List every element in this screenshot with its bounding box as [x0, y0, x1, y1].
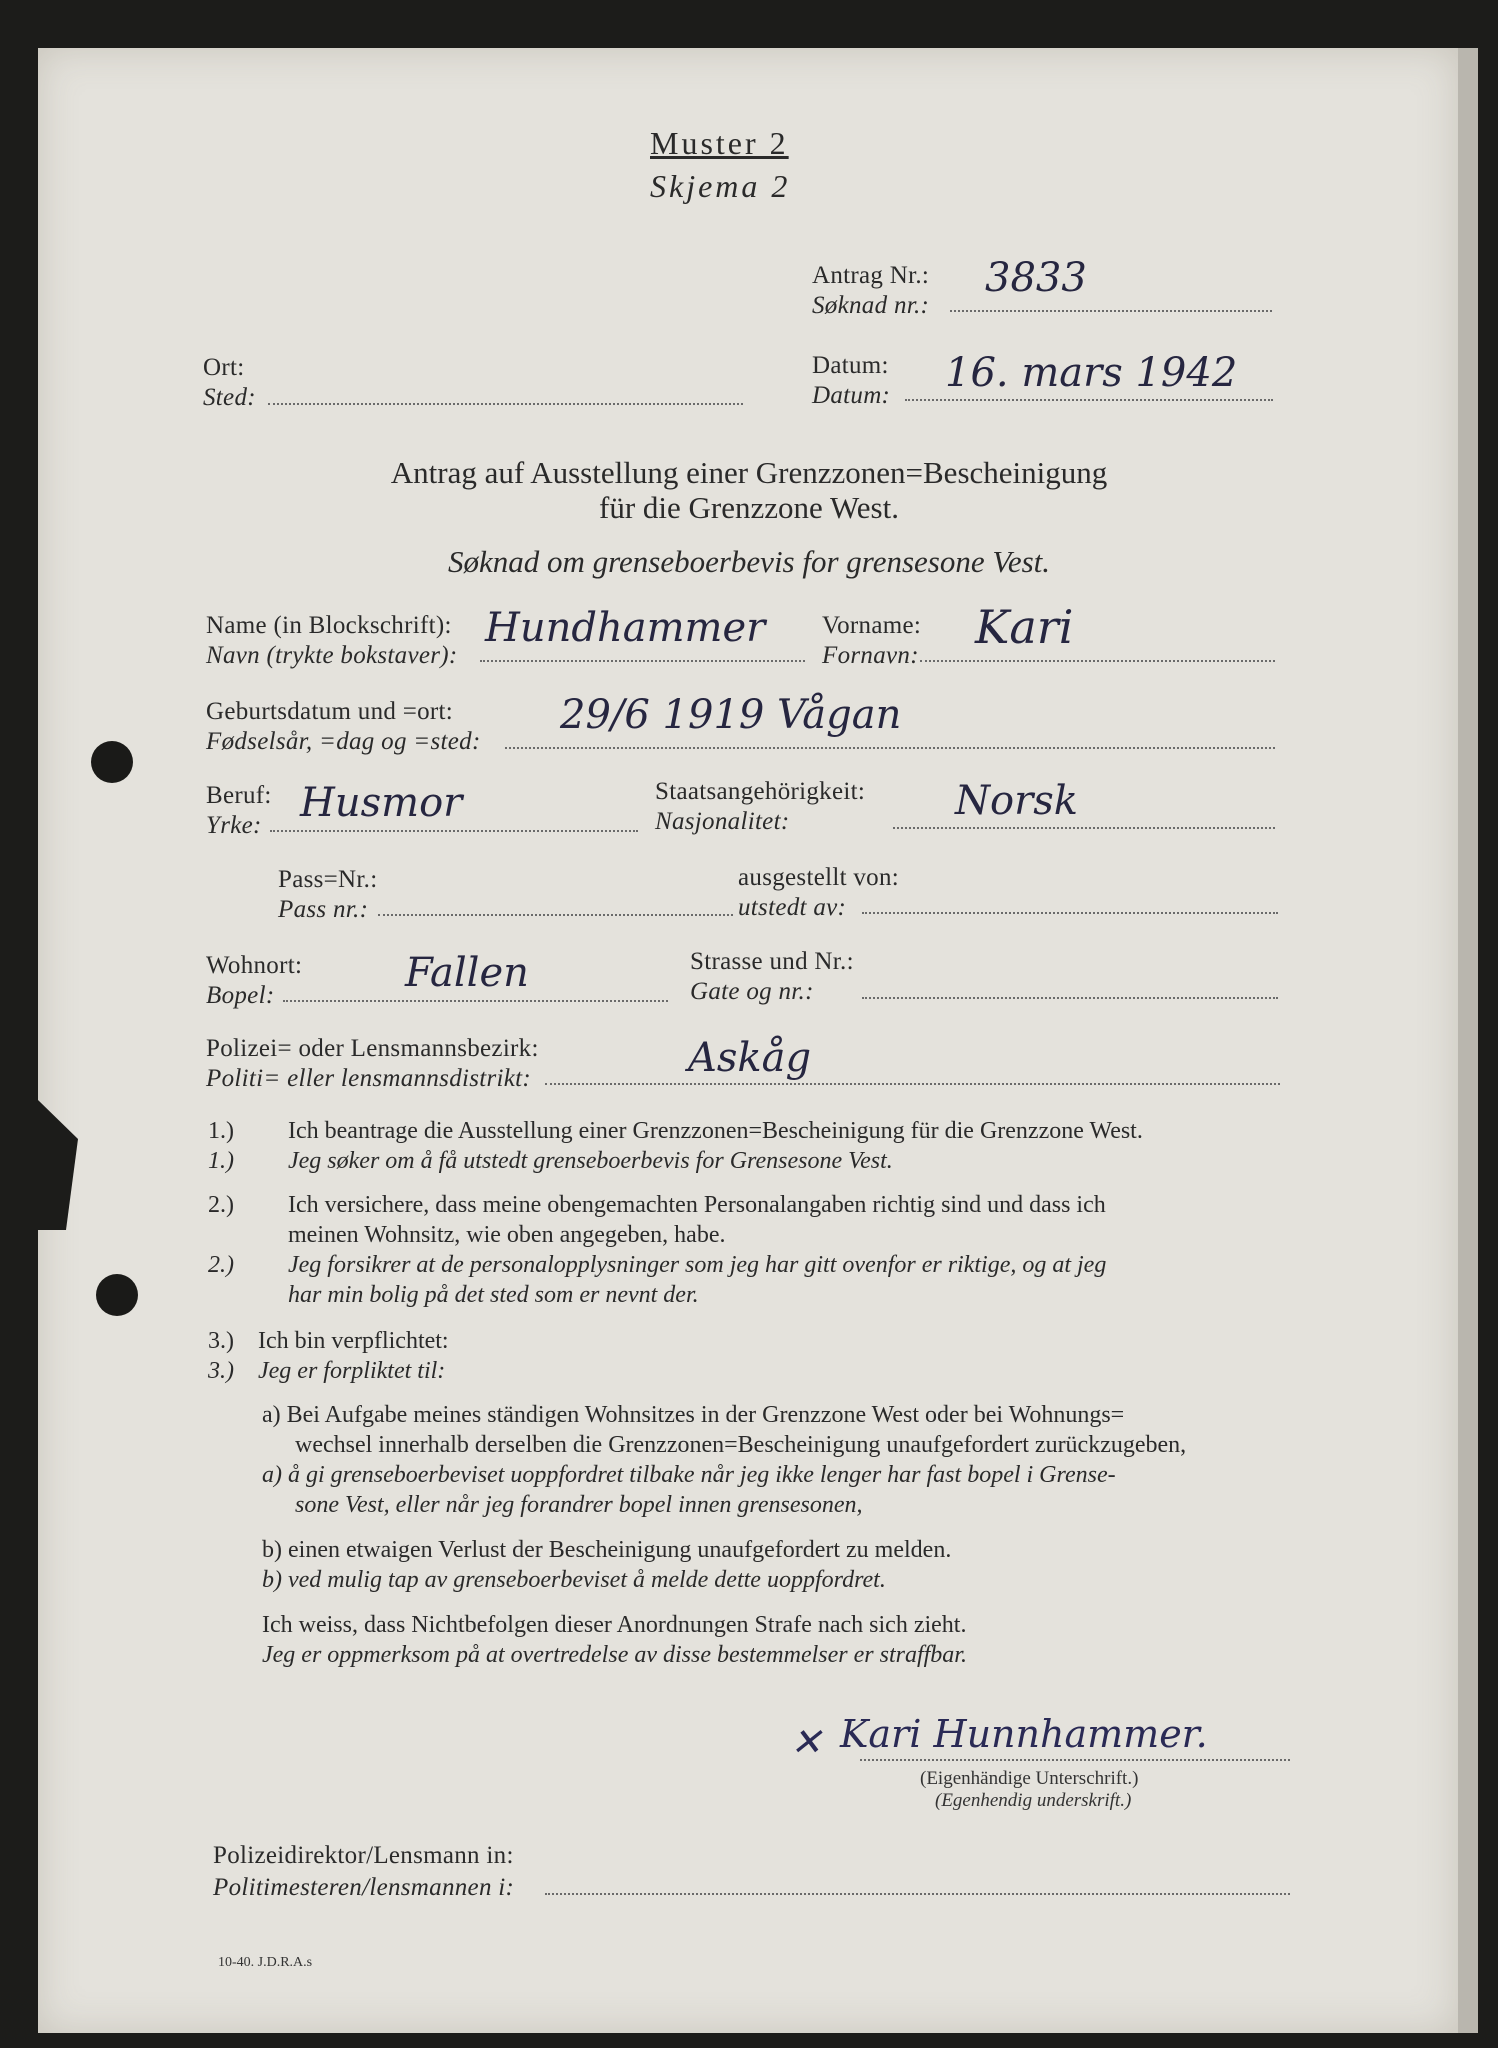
polizeidirektor-line — [545, 1893, 1290, 1895]
datum-label-de: Datum: — [812, 352, 889, 379]
signature-line — [860, 1759, 1290, 1761]
beruf-label-no: Yrke: — [206, 812, 262, 839]
signature-value: Kari Hunnhammer. — [840, 1712, 1208, 1756]
wohnort-value: Fallen — [405, 950, 529, 996]
antrag-label-no: Søknad nr.: — [812, 292, 930, 319]
title-de-line2: für die Grenzzone West. — [599, 490, 899, 525]
antrag-line — [950, 310, 1272, 312]
antrag-number-value: 3833 — [985, 255, 1087, 301]
vorname-label-de: Vorname: — [822, 612, 922, 639]
form-number-no: Skjema 2 — [650, 168, 791, 204]
clause-1-no: Jeg søker om å få utstedt grenseboerbevis for Grensesone Vest. — [288, 1148, 893, 1174]
name-label-de: Name (in Blockschrift): — [206, 612, 452, 639]
polizei-line — [545, 1083, 1280, 1085]
clause-3-no: Jeg er forpliktet til: — [258, 1358, 446, 1384]
datum-line — [905, 399, 1273, 401]
geburt-label-no: Fødselsår, =dag og =sted: — [206, 728, 481, 755]
clause-2-de-2: meinen Wohnsitz, wie oben angegeben, habe. — [288, 1222, 726, 1248]
datum-label-no: Datum: — [812, 382, 891, 409]
geburt-line — [505, 747, 1275, 749]
polizei-label-de: Polizei= oder Lensmannsbezirk: — [206, 1035, 539, 1062]
punch-hole-bottom — [96, 1274, 138, 1316]
form-number-de: Muster 2 — [650, 125, 789, 161]
clause-2-de-1: Ich versichere, dass meine obengemachten Personalangaben richtig sind und dass ich — [288, 1192, 1106, 1218]
name-line — [480, 660, 805, 662]
staat-line — [893, 827, 1275, 829]
geburt-label-de: Geburtsdatum und =ort: — [206, 698, 454, 725]
print-code: 10-40. J.D.R.A.s — [218, 1955, 313, 1970]
beruf-value: Husmor — [300, 780, 463, 826]
ort-line — [268, 403, 743, 405]
ausgestellt-line — [862, 912, 1278, 914]
punch-hole-top — [91, 741, 133, 783]
title-no: Søknad om grenseboerbevis for grensesone Vest. — [447, 544, 1051, 579]
signature-label-de: (Eigenhändige Unterschrift.) — [920, 1768, 1139, 1789]
wohnort-label-no: Bopel: — [206, 982, 275, 1009]
paper-edge — [1458, 48, 1478, 2033]
polizei-value: Askåg — [688, 1035, 812, 1081]
ort-label-no: Sted: — [203, 384, 256, 411]
title-de-line1: Antrag auf Ausstellung einer Grenzzonen=Bescheinigung — [390, 455, 1108, 490]
clause-a-no-1: a) å gi grenseboerbeviset uoppfordret tilbake når jeg ikke lenger har fast bopel i Grense- — [262, 1462, 1116, 1488]
geburt-value: 29/6 1919 Vågan — [560, 692, 902, 738]
vorname-label-no: Fornavn: — [822, 642, 919, 669]
polizeidirektor-label-no: Politimesteren/lensmannen i: — [213, 1874, 515, 1901]
clause-3-number-de: 3.) — [208, 1328, 234, 1354]
clause-b-de: b) einen etwaigen Verlust der Bescheinigung unaufgefordert zu melden. — [262, 1537, 952, 1563]
strasse-label-de: Strasse und Nr.: — [690, 948, 854, 975]
name-label-no: Navn (trykte bokstaver): — [206, 642, 458, 669]
signature-cross: ✕ — [790, 1720, 822, 1764]
wohnort-line — [283, 1000, 668, 1002]
polizeidirektor-label-de: Polizeidirektor/Lensmann in: — [213, 1842, 514, 1869]
staat-label-de: Staatsangehörigkeit: — [655, 778, 866, 805]
antrag-label-de: Antrag Nr.: — [812, 262, 930, 289]
clause-2-no-1: Jeg forsikrer at de personalopplysninger som jeg har gitt ovenfor er riktige, og at jeg — [288, 1252, 1107, 1278]
ausgestellt-label-de: ausgestellt von: — [738, 864, 900, 891]
ort-label-de: Ort: — [203, 354, 245, 381]
beruf-line — [270, 830, 638, 832]
clause-a-de-1: a) Bei Aufgabe meines ständigen Wohnsitzes in der Grenzzone West oder bei Wohnungs= — [262, 1402, 1125, 1428]
clause-1-de: Ich beantrage die Ausstellung einer Grenzzonen=Bescheinigung für die Grenzzone West. — [288, 1118, 1143, 1144]
strafe-no: Jeg er oppmerksom på at overtredelse av disse bestemmelser er straffbar. — [262, 1642, 967, 1668]
clause-1-number-de: 1.) — [208, 1118, 234, 1144]
vorname-value: Kari — [975, 600, 1074, 654]
clause-1-number-no: 1.) — [208, 1148, 234, 1174]
clause-2-number-no: 2.) — [208, 1252, 234, 1278]
clause-3-de: Ich bin verpflichtet: — [258, 1328, 449, 1354]
clause-b-no: b) ved mulig tap av grenseboerbeviset å melde dette uoppfordret. — [262, 1567, 886, 1593]
pass-line — [378, 914, 733, 916]
clause-a-no-2: sone Vest, eller når jeg forandrer bopel innen grensesonen, — [295, 1492, 863, 1518]
pass-label-no: Pass nr.: — [278, 896, 369, 923]
clause-2-number-de: 2.) — [208, 1192, 234, 1218]
polizei-label-no: Politi= eller lensmannsdistrikt: — [206, 1065, 532, 1092]
clause-2-no-2: har min bolig på det sted som er nevnt der. — [288, 1282, 699, 1308]
beruf-label-de: Beruf: — [206, 782, 272, 809]
name-value: Hundhammer — [485, 605, 766, 651]
strasse-line — [862, 997, 1278, 999]
strafe-de: Ich weiss, dass Nichtbefolgen dieser Anordnungen Strafe nach sich zieht. — [262, 1612, 967, 1638]
signature-label-no: (Egenhendig underskrift.) — [935, 1790, 1132, 1811]
datum-value: 16. mars 1942 — [945, 350, 1238, 396]
staat-value: Norsk — [955, 778, 1078, 824]
wohnort-label-de: Wohnort: — [206, 952, 303, 979]
staat-label-no: Nasjonalitet: — [655, 808, 790, 835]
vorname-line — [920, 660, 1275, 662]
strasse-label-no: Gate og nr.: — [690, 978, 814, 1005]
clause-3-number-no: 3.) — [208, 1358, 234, 1384]
pass-label-de: Pass=Nr.: — [278, 866, 378, 893]
clause-a-de-2: wechsel innerhalb derselben die Grenzzonen=Bescheinigung unaufgefordert zurückzugeben, — [295, 1432, 1187, 1458]
ausgestellt-label-no: utstedt av: — [738, 894, 847, 921]
